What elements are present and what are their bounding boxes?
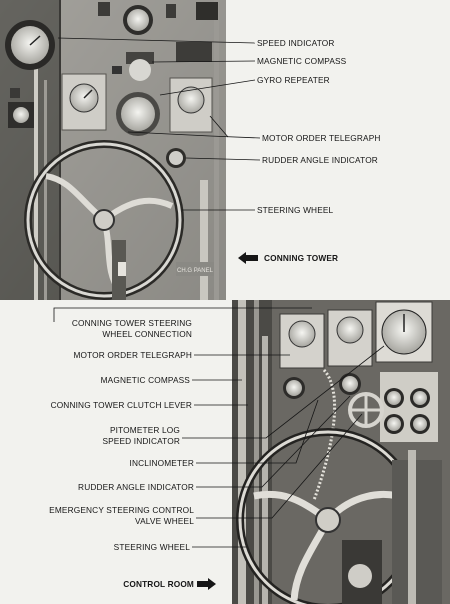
- label-conning-tower-clutch-lever: CONNING TOWER CLUTCH LEVER: [50, 400, 192, 410]
- label-gyro-repeater: GYRO REPEATER: [257, 75, 330, 85]
- label-emergency-steering-line1: EMERGENCY STEERING CONTROL: [49, 505, 194, 515]
- arrow-left-icon: [238, 252, 258, 264]
- label-pitometer-log-line2: SPEED INDICATOR: [102, 436, 180, 446]
- label-magnetic-compass-top: MAGNETIC COMPASS: [257, 56, 347, 66]
- label-rudder-angle-indicator-top: RUDDER ANGLE INDICATOR: [262, 155, 378, 165]
- label-pitometer-log-line1: PITOMETER LOG: [109, 425, 180, 435]
- label-steering-wheel-bottom: STEERING WHEEL: [113, 542, 190, 552]
- label-rudder-angle-indicator-bottom: RUDDER ANGLE INDICATOR: [78, 482, 194, 492]
- label-magnetic-compass-bottom: MAGNETIC COMPASS: [100, 375, 190, 385]
- label-motor-order-telegraph-bottom: MOTOR ORDER TELEGRAPH: [73, 350, 192, 360]
- label-inclinometer: INCLINOMETER: [129, 458, 194, 468]
- caption-control-room: CONTROL ROOM: [123, 579, 194, 589]
- caption-conning-tower: CONNING TOWER: [264, 253, 339, 263]
- label-speed-indicator: SPEED INDICATOR: [257, 38, 335, 48]
- panel-tag: CH.G PANEL: [177, 268, 213, 274]
- label-steering-wheel-top: STEERING WHEEL: [257, 205, 334, 215]
- label-conning-tower-steering-connection-line2: WHEEL CONNECTION: [102, 329, 192, 339]
- label-conning-tower-steering-connection-line1: CONNING TOWER STEERING: [71, 318, 192, 328]
- control-room-photo: [232, 300, 450, 604]
- label-emergency-steering-line2: VALVE WHEEL: [135, 516, 194, 526]
- arrow-right-icon: [197, 578, 216, 590]
- conning-tower-photo: [0, 0, 226, 300]
- label-motor-order-telegraph-top: MOTOR ORDER TELEGRAPH: [262, 133, 381, 143]
